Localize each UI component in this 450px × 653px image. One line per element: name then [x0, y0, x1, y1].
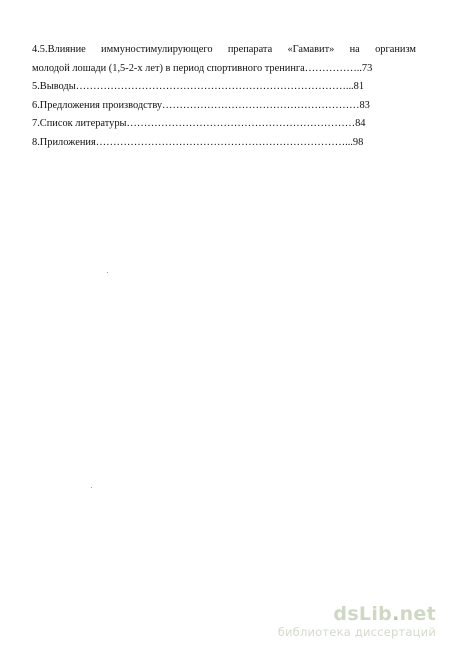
watermark-logo-tld: net: [399, 603, 436, 625]
watermark-logo-main: dsLib: [333, 603, 393, 625]
watermark-logo-dot: .: [392, 603, 400, 625]
watermark: [278, 604, 436, 639]
toc-word: 4.5.Влияние: [32, 44, 86, 55]
toc-item-4-5-line2: молодой лошади (1,5-2-х лет) в период спортивного тренинга……………..73: [32, 62, 373, 74]
table-of-contents: [32, 41, 416, 152]
watermark-subtitle: библиотека диссертаций: [277, 625, 436, 639]
toc-word: организм: [375, 44, 416, 55]
toc-item-6: 6.Предложения производству…………………………………………………83: [32, 99, 370, 111]
watermark-logo: [278, 604, 436, 624]
toc-item-7: 7.Список литературы…………………………………………………………84: [32, 118, 366, 129]
toc-item-8: 8.Приложения………………………………………………………………...98: [32, 136, 364, 148]
toc-word: препарата: [227, 44, 273, 55]
toc-item-4-5-line1: [32, 41, 416, 60]
toc-word: «Гамавит»: [287, 44, 335, 55]
scan-speck: [107, 272, 108, 273]
toc-item-5: 5.Выводы……………………………………………………………………...81: [32, 81, 365, 92]
scan-speck: [91, 487, 92, 488]
toc-word: иммуностимулирующего: [101, 44, 213, 55]
toc-word: на: [349, 44, 360, 55]
